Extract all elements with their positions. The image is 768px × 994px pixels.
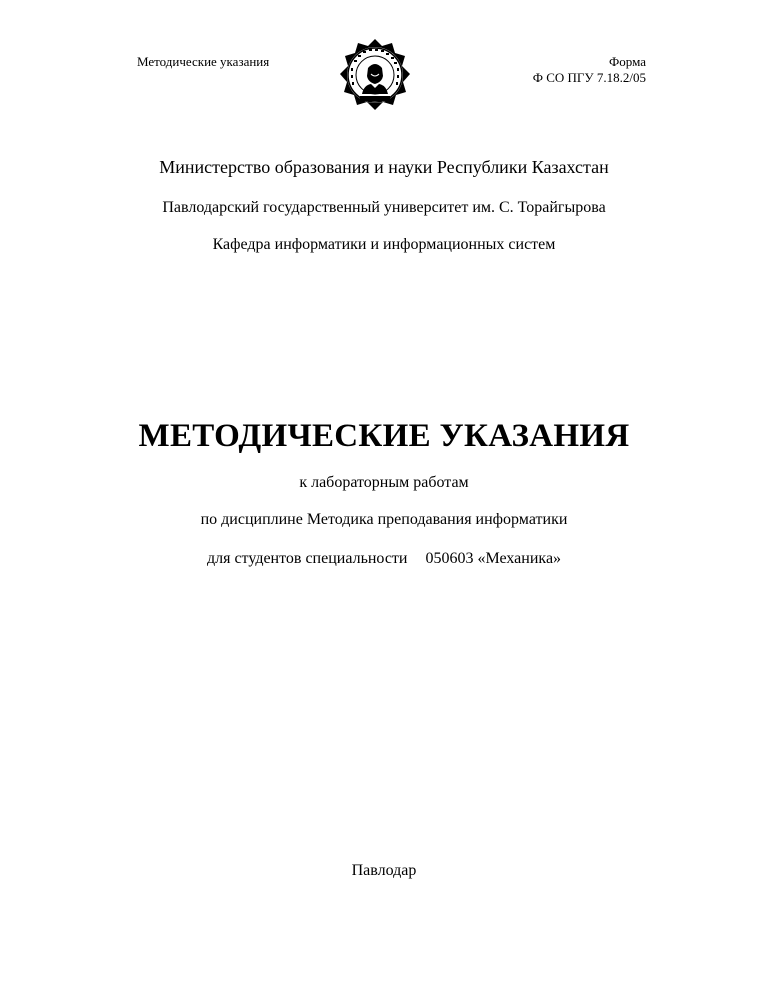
city-name: Павлодар bbox=[351, 862, 417, 879]
ministry-name: Министерство образования и науки Республики Казахстан bbox=[159, 157, 609, 177]
university-emblem-icon bbox=[338, 38, 412, 114]
specialty-prefix: для студентов специальности bbox=[206, 550, 408, 567]
discipline-line: по дисциплине Методика преподавания информатики bbox=[200, 511, 568, 528]
document-title: МЕТОДИЧЕСКИЕ УКАЗАНИЯ bbox=[138, 418, 630, 454]
specialty-code: 050603 «Механика» bbox=[425, 550, 562, 567]
university-name: Павлодарский государственный университет им. С. Торайгырова bbox=[162, 199, 606, 216]
header-left-label: Методические указания bbox=[137, 54, 270, 69]
form-label: Форма bbox=[609, 54, 646, 69]
specialty-line bbox=[0, 550, 768, 568]
document-subtitle: к лабораторным работам bbox=[299, 474, 469, 491]
department-name: Кафедра информатики и информационных систем bbox=[212, 236, 556, 253]
form-code: Ф СО ПГУ 7.18.2/05 bbox=[532, 70, 646, 85]
